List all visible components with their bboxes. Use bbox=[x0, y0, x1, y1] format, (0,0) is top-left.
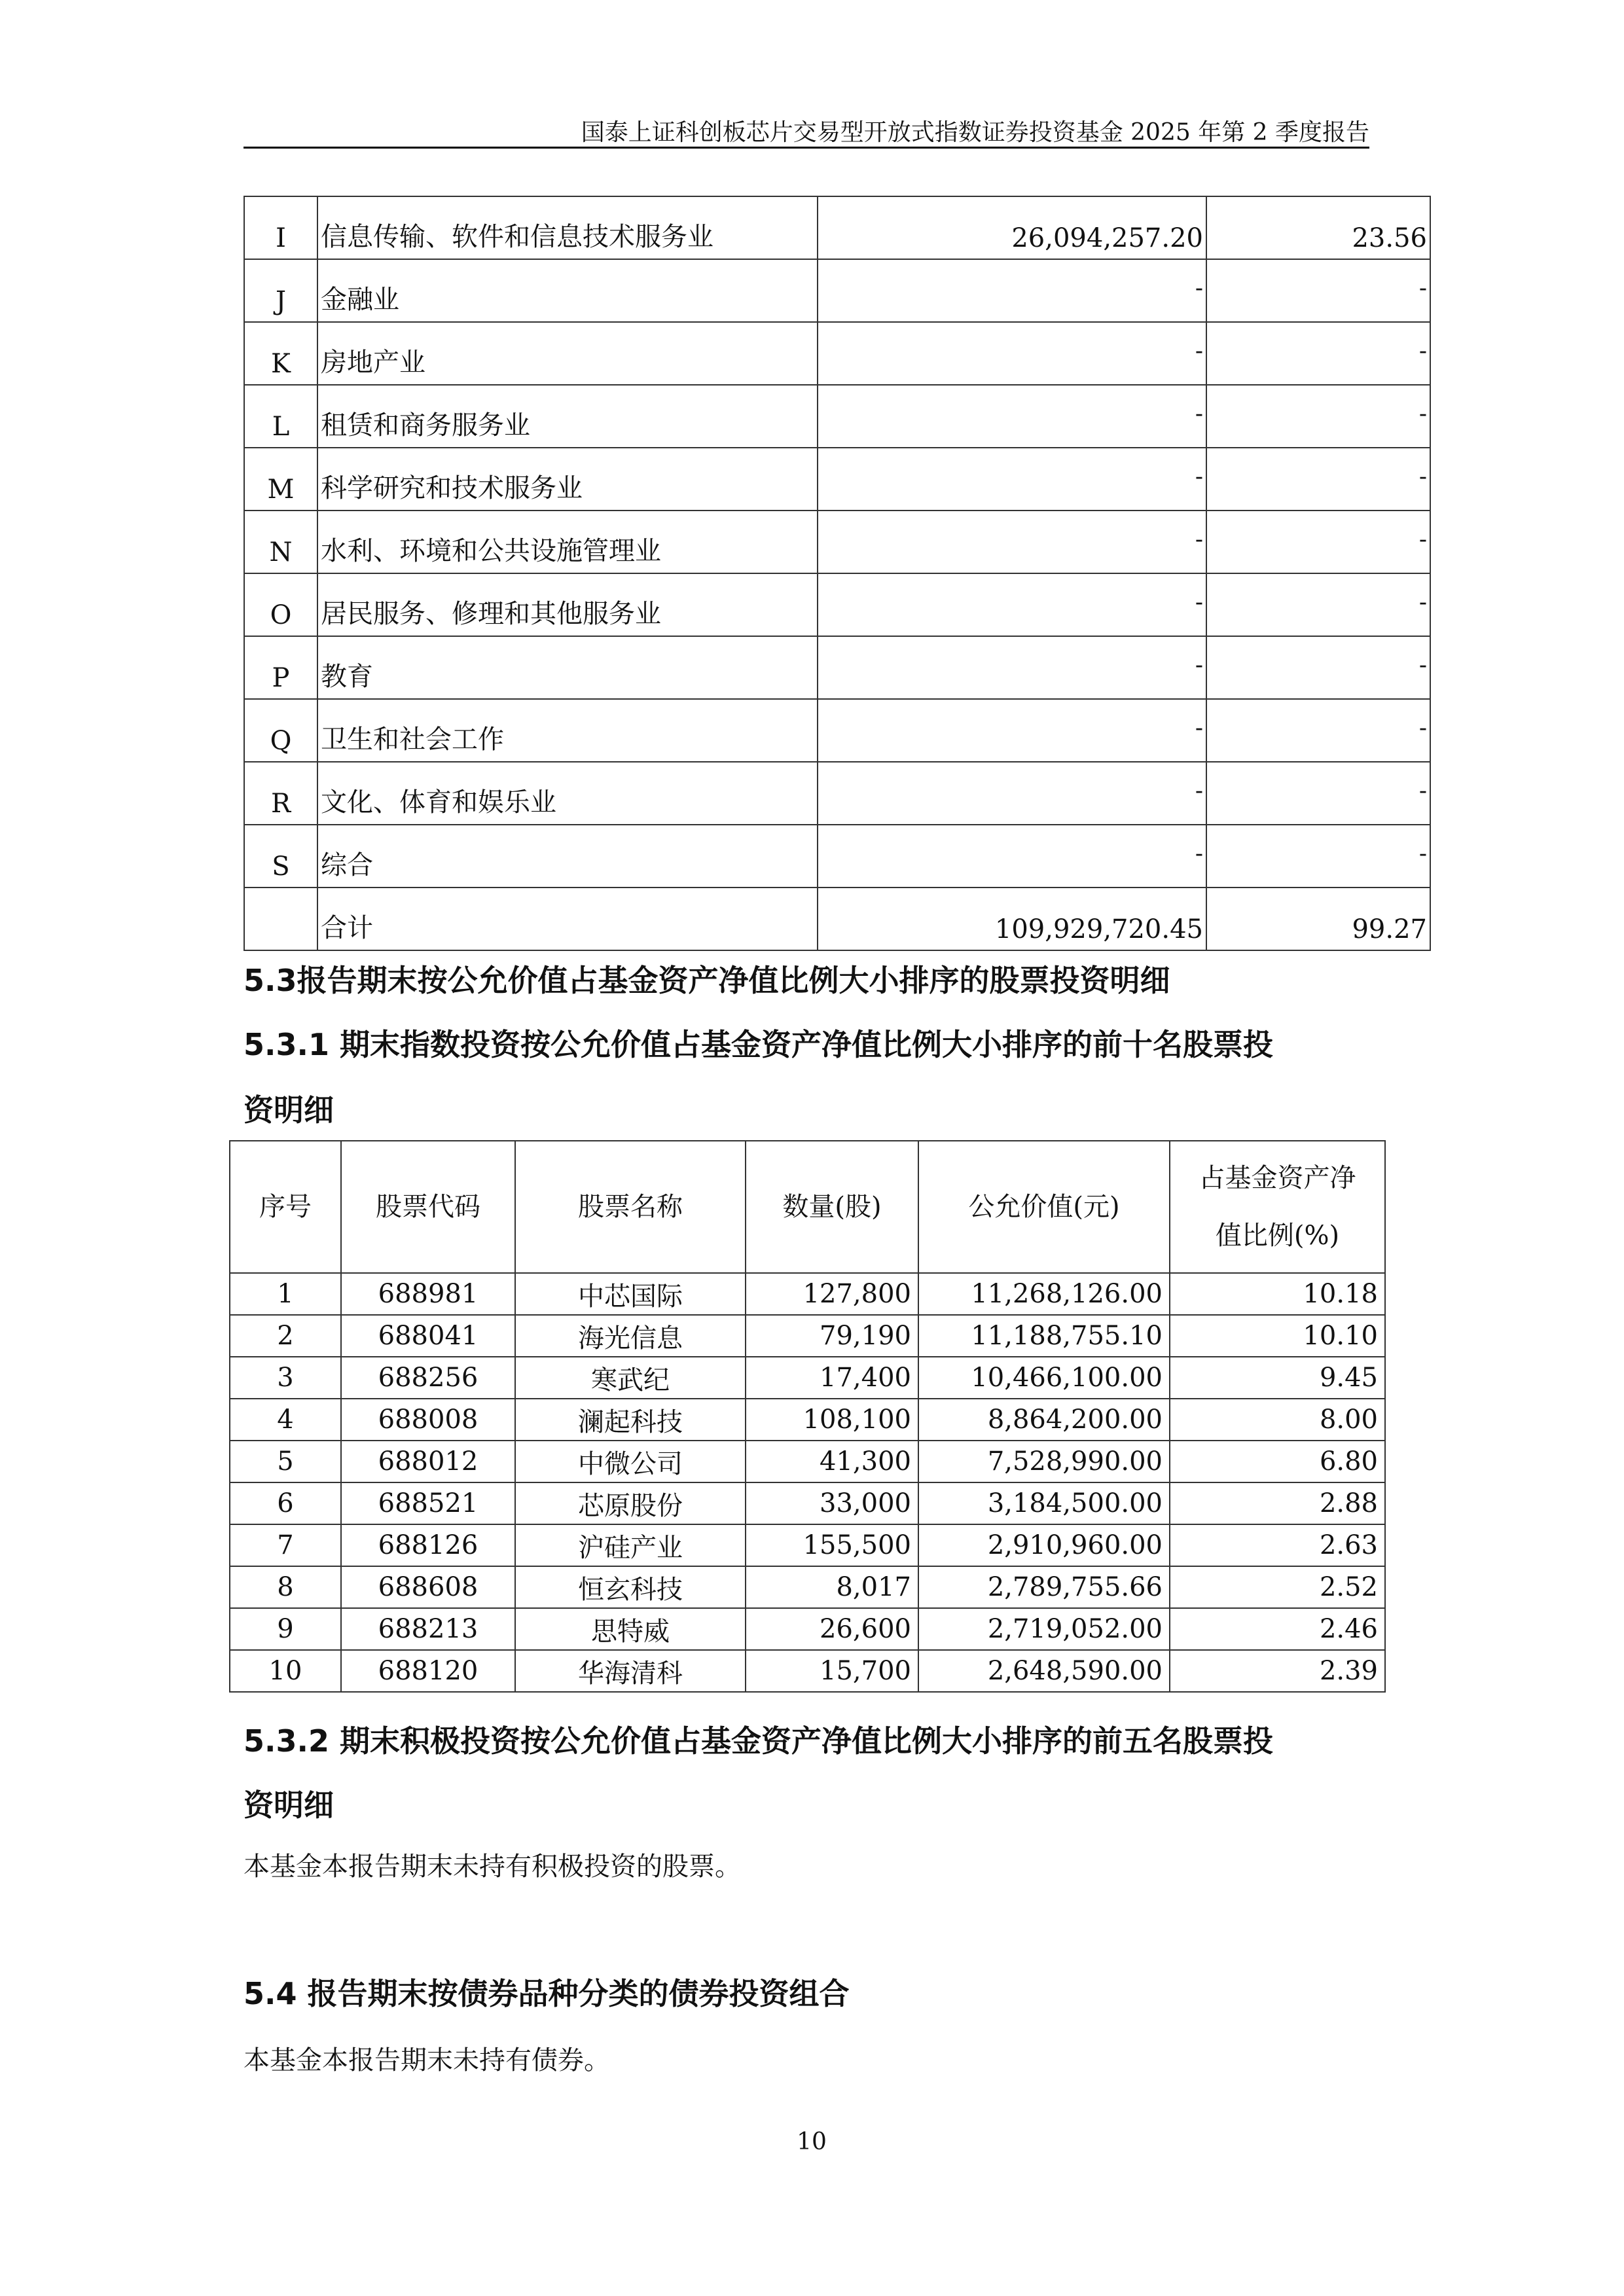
ratio-cell: 2.88 bbox=[1170, 1482, 1385, 1524]
industry-name-cell: 居民服务、修理和其他服务业 bbox=[317, 573, 818, 636]
dash-value: - bbox=[1195, 526, 1203, 553]
col-header-code: 股票代码 bbox=[341, 1141, 515, 1273]
fair-value-cell: 2,648,590.00 bbox=[918, 1650, 1170, 1692]
ratio-cell: 23.56 bbox=[1206, 196, 1430, 259]
stock-table-body bbox=[230, 1273, 1385, 1692]
seq-cell: 3 bbox=[230, 1357, 341, 1399]
stock-name-cell: 海光信息 bbox=[515, 1315, 746, 1357]
quantity-cell: 33,000 bbox=[746, 1482, 918, 1524]
col-header-seq: 序号 bbox=[230, 1141, 341, 1273]
seq-cell: 8 bbox=[230, 1566, 341, 1608]
dash-value: - bbox=[1195, 463, 1203, 490]
ratio-cell: 10.18 bbox=[1170, 1273, 1385, 1315]
ratio-cell bbox=[1206, 699, 1430, 762]
industry-code-cell: K bbox=[244, 322, 317, 385]
quantity-cell: 127,800 bbox=[746, 1273, 918, 1315]
fair-value-cell: 11,188,755.10 bbox=[918, 1315, 1170, 1357]
table-row bbox=[230, 1273, 1385, 1315]
ratio-cell: 9.45 bbox=[1170, 1357, 1385, 1399]
ratio-cell bbox=[1206, 636, 1430, 699]
table-row bbox=[230, 1441, 1385, 1482]
industry-name-cell: 卫生和社会工作 bbox=[317, 699, 818, 762]
industry-code-cell: P bbox=[244, 636, 317, 699]
industry-name-cell: 科学研究和技术服务业 bbox=[317, 448, 818, 511]
page-number: 10 bbox=[797, 2128, 827, 2155]
stock-name-cell: 华海清科 bbox=[515, 1650, 746, 1692]
stock-name-cell: 寒武纪 bbox=[515, 1357, 746, 1399]
dash-value: - bbox=[1418, 338, 1427, 365]
fair-value-cell bbox=[818, 385, 1206, 448]
quantity-cell: 8,017 bbox=[746, 1566, 918, 1608]
section-5-4-heading: 5.4 报告期末按债券品种分类的债券投资组合 bbox=[244, 1976, 850, 2011]
dash-value: - bbox=[1418, 589, 1427, 616]
fair-value-cell bbox=[818, 573, 1206, 636]
stock-name-cell: 思特威 bbox=[515, 1608, 746, 1650]
table-row bbox=[244, 762, 1430, 825]
ratio-cell: 2.63 bbox=[1170, 1524, 1385, 1566]
fair-value-cell bbox=[818, 259, 1206, 322]
ratio-cell: 2.52 bbox=[1170, 1566, 1385, 1608]
table-row bbox=[244, 196, 1430, 259]
quantity-cell: 41,300 bbox=[746, 1441, 918, 1482]
industry-classification-table bbox=[244, 196, 1431, 951]
quantity-cell: 108,100 bbox=[746, 1399, 918, 1441]
industry-code-cell: O bbox=[244, 573, 317, 636]
fair-value-cell: 11,268,126.00 bbox=[918, 1273, 1170, 1315]
dash-value: - bbox=[1195, 840, 1203, 867]
col-header-ratio-line1: 占基金资产净 bbox=[1199, 1163, 1356, 1193]
section-5-3-heading: 5.3报告期末按公允价值占基金资产净值比例大小排序的股票投资明细 bbox=[244, 963, 1170, 998]
ratio-cell bbox=[1206, 322, 1430, 385]
fair-value-cell bbox=[818, 636, 1206, 699]
table-row bbox=[230, 1357, 1385, 1399]
dash-value: - bbox=[1418, 652, 1427, 679]
stock-code-cell: 688521 bbox=[341, 1482, 515, 1524]
dash-value: - bbox=[1418, 463, 1427, 490]
dash-value: - bbox=[1418, 275, 1427, 302]
seq-cell: 5 bbox=[230, 1441, 341, 1482]
stock-name-cell: 沪硅产业 bbox=[515, 1524, 746, 1566]
stock-code-cell: 688981 bbox=[341, 1273, 515, 1315]
table-row bbox=[230, 1650, 1385, 1692]
section-5-3-2-heading: 5.3.2 期末积极投资按公允价值占基金资产净值比例大小排序的前五名股票投 bbox=[244, 1723, 1273, 1759]
table-row bbox=[244, 448, 1430, 511]
industry-code-cell: R bbox=[244, 762, 317, 825]
ratio-cell bbox=[1206, 511, 1430, 573]
dash-value: - bbox=[1418, 840, 1427, 867]
industry-code-cell: M bbox=[244, 448, 317, 511]
table-row bbox=[230, 1524, 1385, 1566]
industry-code-cell: I bbox=[244, 196, 317, 259]
ratio-cell: 10.10 bbox=[1170, 1315, 1385, 1357]
ratio-cell: 6.80 bbox=[1170, 1441, 1385, 1482]
table-row bbox=[244, 385, 1430, 448]
fair-value-cell bbox=[818, 511, 1206, 573]
table-row bbox=[230, 1399, 1385, 1441]
stock-code-cell: 688120 bbox=[341, 1650, 515, 1692]
table-row bbox=[244, 259, 1430, 322]
fair-value-cell: 109,929,720.45 bbox=[818, 888, 1206, 950]
fair-value-cell: 2,910,960.00 bbox=[918, 1524, 1170, 1566]
industry-name-cell: 教育 bbox=[317, 636, 818, 699]
table-row bbox=[244, 636, 1430, 699]
col-header-fair-value: 公允价值(元) bbox=[918, 1141, 1170, 1273]
stock-code-cell: 688213 bbox=[341, 1608, 515, 1650]
dash-value: - bbox=[1418, 778, 1427, 804]
fair-value-cell bbox=[818, 448, 1206, 511]
quantity-cell: 15,700 bbox=[746, 1650, 918, 1692]
fair-value-cell: 26,094,257.20 bbox=[818, 196, 1206, 259]
fair-value-cell: 3,184,500.00 bbox=[918, 1482, 1170, 1524]
dash-value: - bbox=[1418, 526, 1427, 553]
dash-value: - bbox=[1195, 589, 1203, 616]
quantity-cell: 155,500 bbox=[746, 1524, 918, 1566]
industry-code-cell: J bbox=[244, 259, 317, 322]
industry-name-cell: 合计 bbox=[317, 888, 818, 950]
seq-cell: 9 bbox=[230, 1608, 341, 1650]
header-divider bbox=[244, 147, 1369, 149]
industry-table-body bbox=[244, 196, 1430, 950]
stock-name-cell: 澜起科技 bbox=[515, 1399, 746, 1441]
fair-value-cell: 7,528,990.00 bbox=[918, 1441, 1170, 1482]
table-row bbox=[230, 1566, 1385, 1608]
fair-value-cell bbox=[818, 825, 1206, 888]
stock-code-cell: 688041 bbox=[341, 1315, 515, 1357]
fair-value-cell: 8,864,200.00 bbox=[918, 1399, 1170, 1441]
dash-value: - bbox=[1195, 778, 1203, 804]
seq-cell: 10 bbox=[230, 1650, 341, 1692]
industry-name-cell: 租赁和商务服务业 bbox=[317, 385, 818, 448]
dash-value: - bbox=[1195, 275, 1203, 302]
table-row bbox=[230, 1482, 1385, 1524]
ratio-cell: 2.39 bbox=[1170, 1650, 1385, 1692]
table-row bbox=[230, 1315, 1385, 1357]
industry-name-cell: 水利、环境和公共设施管理业 bbox=[317, 511, 818, 573]
industry-code-cell: Q bbox=[244, 699, 317, 762]
table-row bbox=[244, 573, 1430, 636]
table-row bbox=[230, 1608, 1385, 1650]
ratio-cell: 8.00 bbox=[1170, 1399, 1385, 1441]
fair-value-cell bbox=[818, 699, 1206, 762]
seq-cell: 7 bbox=[230, 1524, 341, 1566]
dash-value: - bbox=[1418, 401, 1427, 427]
industry-name-cell: 综合 bbox=[317, 825, 818, 888]
industry-name-cell: 信息传输、软件和信息技术服务业 bbox=[317, 196, 818, 259]
section-5-3-2-text: 本基金本报告期末未持有积极投资的股票。 bbox=[244, 1852, 741, 1882]
table-header-row bbox=[230, 1141, 1385, 1273]
fair-value-cell bbox=[818, 762, 1206, 825]
section-5-3-1-heading-cont: 资明细 bbox=[244, 1092, 334, 1128]
ratio-cell bbox=[1206, 259, 1430, 322]
stock-name-cell: 芯原股份 bbox=[515, 1482, 746, 1524]
section-5-3-2-heading-cont: 资明细 bbox=[244, 1787, 334, 1823]
seq-cell: 1 bbox=[230, 1273, 341, 1315]
ratio-cell bbox=[1206, 762, 1430, 825]
quantity-cell: 79,190 bbox=[746, 1315, 918, 1357]
section-5-3-1-heading: 5.3.1 期末指数投资按公允价值占基金资产净值比例大小排序的前十名股票投 bbox=[244, 1027, 1273, 1062]
col-header-ratio bbox=[1170, 1141, 1385, 1273]
dash-value: - bbox=[1195, 715, 1203, 742]
seq-cell: 2 bbox=[230, 1315, 341, 1357]
stock-name-cell: 恒玄科技 bbox=[515, 1566, 746, 1608]
stock-code-cell: 688012 bbox=[341, 1441, 515, 1482]
table-row bbox=[244, 699, 1430, 762]
ratio-cell: 2.46 bbox=[1170, 1608, 1385, 1650]
industry-name-cell: 文化、体育和娱乐业 bbox=[317, 762, 818, 825]
stock-name-cell: 中微公司 bbox=[515, 1441, 746, 1482]
industry-code-cell: L bbox=[244, 385, 317, 448]
col-header-qty: 数量(股) bbox=[746, 1141, 918, 1273]
fair-value-cell bbox=[818, 322, 1206, 385]
seq-cell: 6 bbox=[230, 1482, 341, 1524]
table-row bbox=[244, 511, 1430, 573]
table-row bbox=[244, 888, 1430, 950]
stock-code-cell: 688008 bbox=[341, 1399, 515, 1441]
ratio-cell: 99.27 bbox=[1206, 888, 1430, 950]
section-5-4-text: 本基金本报告期末未持有债券。 bbox=[244, 2045, 610, 2075]
stock-code-cell: 688256 bbox=[341, 1357, 515, 1399]
stock-code-cell: 688126 bbox=[341, 1524, 515, 1566]
col-header-ratio-line2: 值比例(%) bbox=[1215, 1221, 1340, 1251]
industry-code-cell bbox=[244, 888, 317, 950]
dash-value: - bbox=[1195, 338, 1203, 365]
ratio-cell bbox=[1206, 385, 1430, 448]
table-row bbox=[244, 825, 1430, 888]
dash-value: - bbox=[1418, 715, 1427, 742]
industry-name-cell: 房地产业 bbox=[317, 322, 818, 385]
dash-value: - bbox=[1195, 401, 1203, 427]
ratio-cell bbox=[1206, 448, 1430, 511]
top-ten-stocks-table bbox=[229, 1140, 1386, 1693]
report-header-title: 国泰上证科创板芯片交易型开放式指数证券投资基金 2025 年第 2 季度报告 bbox=[581, 119, 1369, 146]
stock-code-cell: 688608 bbox=[341, 1566, 515, 1608]
seq-cell: 4 bbox=[230, 1399, 341, 1441]
quantity-cell: 26,600 bbox=[746, 1608, 918, 1650]
table-row bbox=[244, 322, 1430, 385]
ratio-cell bbox=[1206, 825, 1430, 888]
fair-value-cell: 2,719,052.00 bbox=[918, 1608, 1170, 1650]
industry-name-cell: 金融业 bbox=[317, 259, 818, 322]
stock-name-cell: 中芯国际 bbox=[515, 1273, 746, 1315]
fair-value-cell: 10,466,100.00 bbox=[918, 1357, 1170, 1399]
fair-value-cell: 2,789,755.66 bbox=[918, 1566, 1170, 1608]
dash-value: - bbox=[1195, 652, 1203, 679]
industry-code-cell: S bbox=[244, 825, 317, 888]
quantity-cell: 17,400 bbox=[746, 1357, 918, 1399]
ratio-cell bbox=[1206, 573, 1430, 636]
industry-code-cell: N bbox=[244, 511, 317, 573]
col-header-name: 股票名称 bbox=[515, 1141, 746, 1273]
